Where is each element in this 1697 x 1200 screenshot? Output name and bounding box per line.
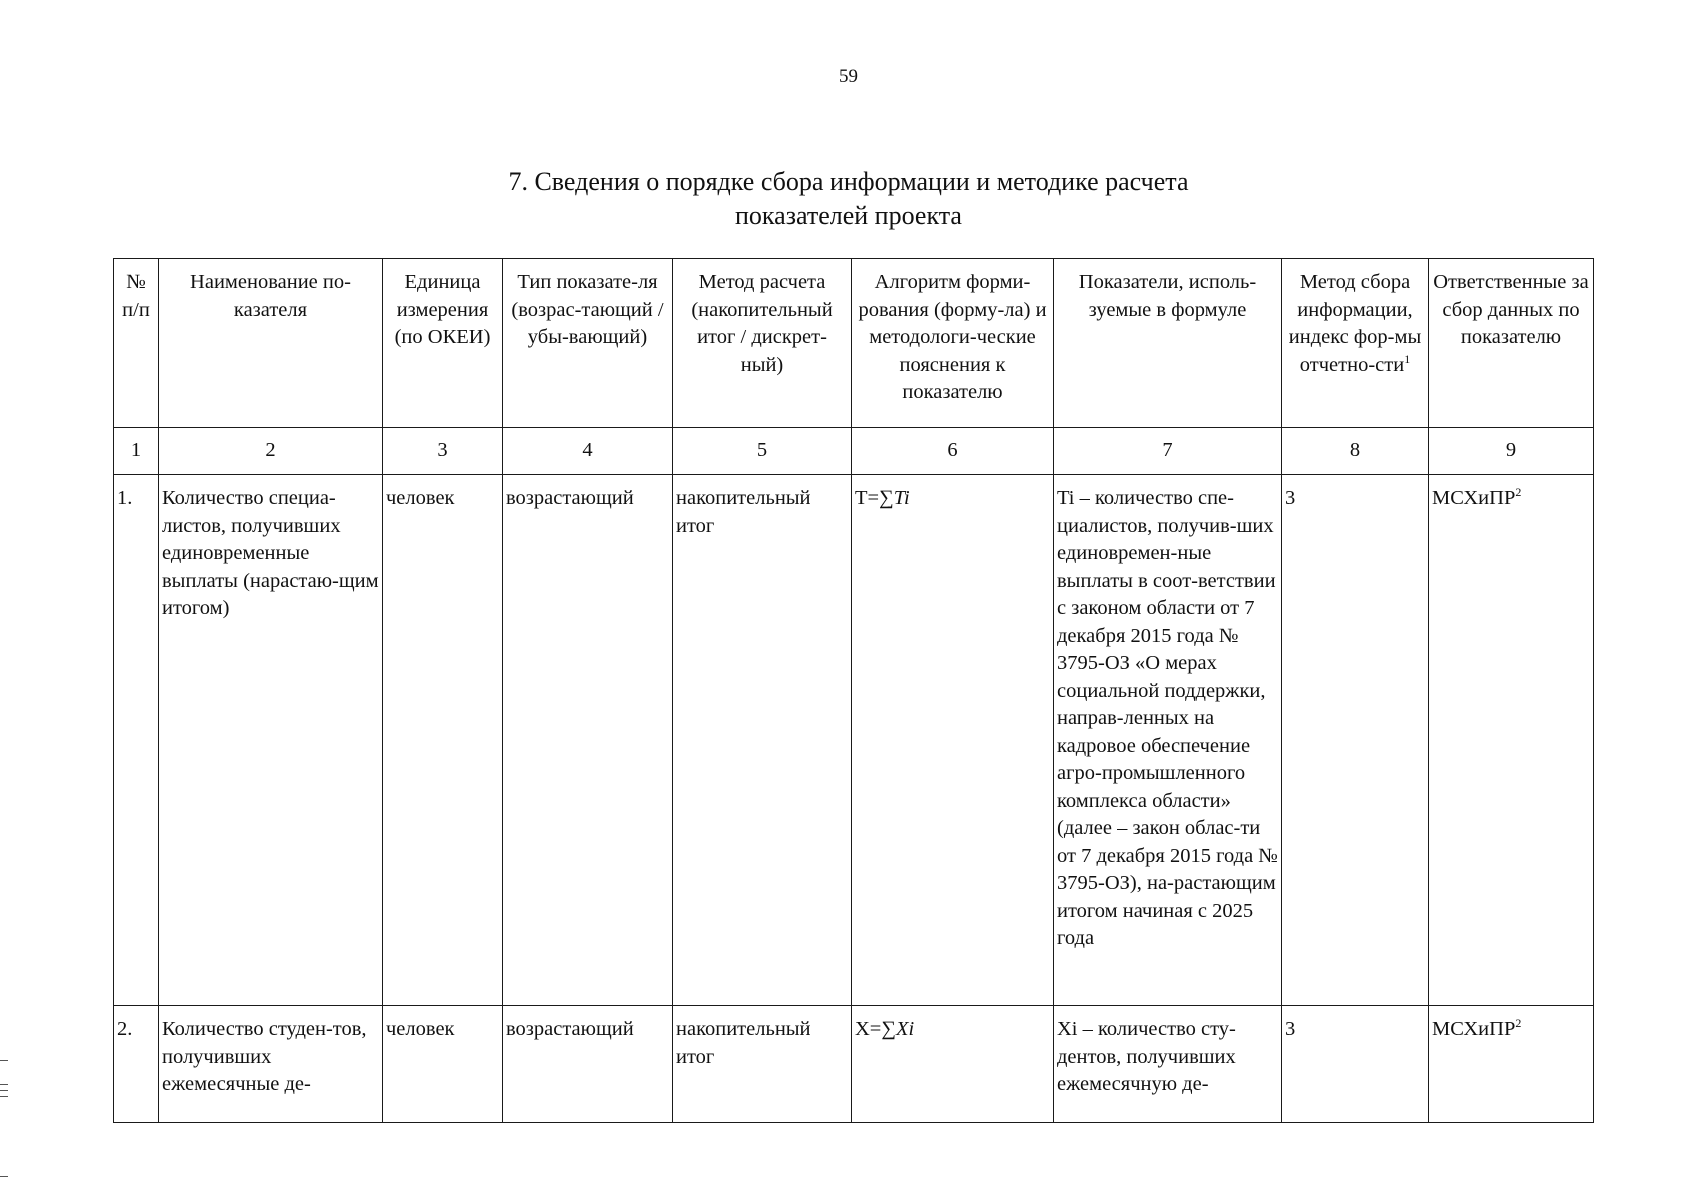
title-line-1: 7. Сведения о порядке сбора информации и методике расчета xyxy=(508,167,1189,196)
header-cell-algorithm: Алгоритм форми-рования (форму-ла) и методологи-ческие пояснения к показателю xyxy=(852,259,1054,428)
header-cell-unit: Единица измерения (по ОКЕИ) xyxy=(383,259,503,428)
footnote-marker: 2 xyxy=(1515,1016,1522,1031)
responsible-text: МСХиПР xyxy=(1432,1018,1516,1040)
unit: человек xyxy=(383,475,503,1006)
formula-variable: Ti xyxy=(893,487,910,509)
header-cell-type: Тип показате-ля (возрас-тающий / убы-вающий) xyxy=(503,259,673,428)
scan-margin-mark xyxy=(0,1096,8,1097)
document-title xyxy=(0,165,1697,233)
header-cell-collection-method-text: Метод сбора информации, индекс фор-мы отчетно-сти xyxy=(1288,271,1422,376)
formula-indicators: Xi – количество сту-дентов, получивших ежемесячную де- xyxy=(1054,1006,1282,1123)
responsible xyxy=(1429,475,1594,1006)
column-number: 5 xyxy=(673,428,852,475)
column-number: 6 xyxy=(852,428,1054,475)
column-number: 2 xyxy=(159,428,383,475)
formula-lhs: X=∑ xyxy=(855,1018,896,1040)
responsible xyxy=(1429,1006,1594,1123)
column-number-row xyxy=(114,428,1594,475)
footnote-marker: 2 xyxy=(1515,485,1522,500)
title-line-2: показателей проекта xyxy=(735,201,962,230)
indicator-type: возрастающий xyxy=(503,475,673,1006)
formula-lhs: T=∑ xyxy=(855,487,894,509)
header-cell-collection-method xyxy=(1282,259,1429,428)
header-cell-responsible: Ответственные за сбор данных по показателю xyxy=(1429,259,1594,428)
footnote-marker: 1 xyxy=(1404,351,1411,366)
formula xyxy=(852,475,1054,1006)
table-row xyxy=(114,475,1594,1006)
scan-margin-mark xyxy=(0,1176,8,1177)
indicator-name: Количество специа-листов, получивших единовременные выплаты (нарастаю-щим итогом) xyxy=(159,475,383,1006)
column-number: 9 xyxy=(1429,428,1594,475)
row-num: 2. xyxy=(114,1006,159,1123)
indicator-name: Количество студен-тов, получивших ежемесячные де- xyxy=(159,1006,383,1123)
column-number: 1 xyxy=(114,428,159,475)
indicator-type: возрастающий xyxy=(503,1006,673,1123)
indicators-table xyxy=(113,258,1594,1123)
column-number: 4 xyxy=(503,428,673,475)
scan-margin-mark xyxy=(0,1060,8,1061)
header-cell-num: № п/п xyxy=(114,259,159,428)
column-number: 7 xyxy=(1054,428,1282,475)
row-num: 1. xyxy=(114,475,159,1006)
calc-method: накопительный итог xyxy=(673,475,852,1006)
formula xyxy=(852,1006,1054,1123)
collection-method: 3 xyxy=(1282,1006,1429,1123)
column-number: 8 xyxy=(1282,428,1429,475)
formula-variable: Xi xyxy=(895,1018,915,1040)
scan-margin-mark xyxy=(0,1084,8,1085)
column-number: 3 xyxy=(383,428,503,475)
header-cell-name: Наименование по-казателя xyxy=(159,259,383,428)
unit: человек xyxy=(383,1006,503,1123)
collection-method: 3 xyxy=(1282,475,1429,1006)
table-row xyxy=(114,1006,1594,1123)
scan-margin-mark xyxy=(0,1090,8,1091)
header-cell-calc-method: Метод расчета (накопительный итог / дискрет-ный) xyxy=(673,259,852,428)
calc-method: накопительный итог xyxy=(673,1006,852,1123)
formula-indicators: Ti – количество спе-циалистов, получив-ших единовремен-ные выплаты в соот-ветствии с законом области от 7 декабря 2015 года № 3795-ОЗ «О мерах социальной поддержки, направ-ленных на кадровое обеспечение агро-промышленного комплекса области» (далее – закон облас-ти от 7 декабря 2015 года № 3795-ОЗ), на-растающим итогом начиная с 2025 года xyxy=(1054,475,1282,1006)
responsible-text: МСХиПР xyxy=(1432,487,1516,509)
header-row xyxy=(114,259,1594,428)
page-number: 59 xyxy=(839,66,858,87)
header-cell-formula-indicators: Показатели, исполь-зуемые в формуле xyxy=(1054,259,1282,428)
